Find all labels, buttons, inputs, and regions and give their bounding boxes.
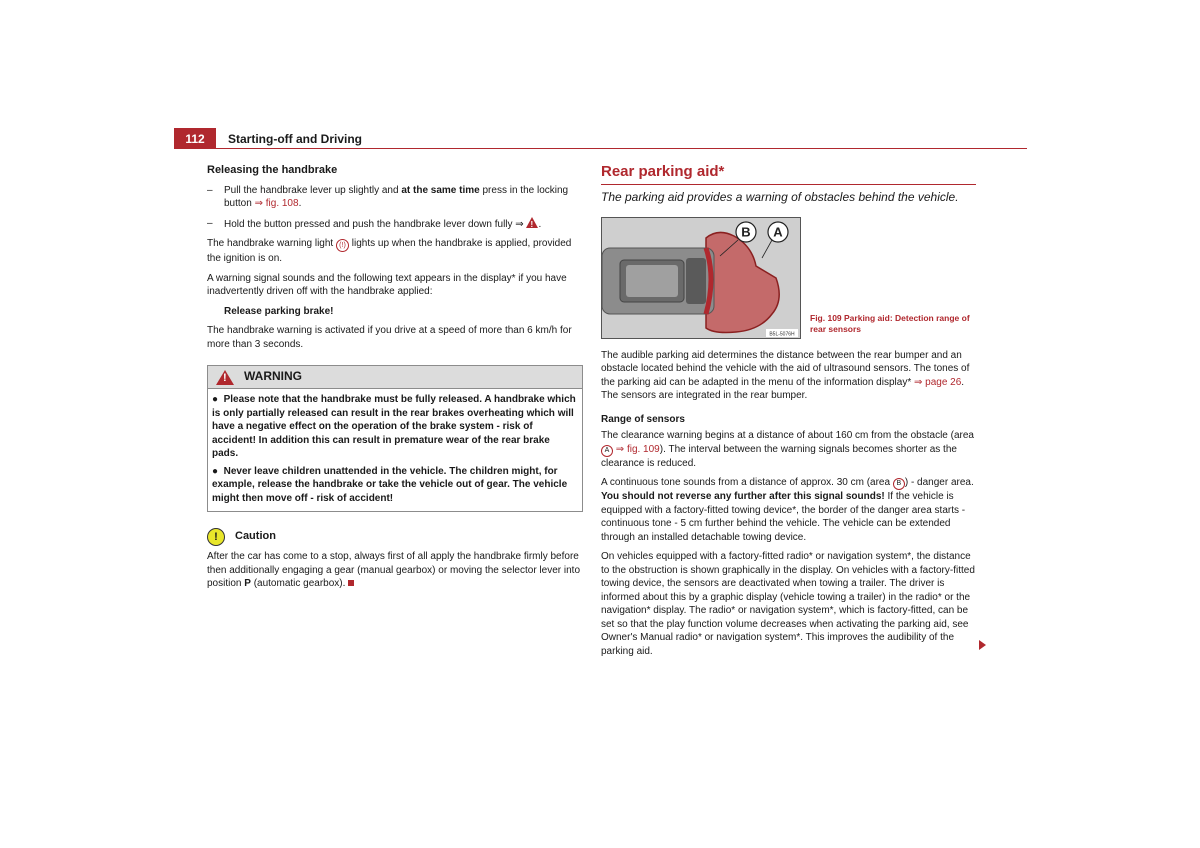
- warning-triangle-icon: [526, 217, 538, 228]
- para-radio-navigation: On vehicles equipped with a factory-fitted radio* or navigation system*, the distance to the obstruction is shown graphically in the display. On vehicles with a factory-fitted towing device, the sensors are deactivated when towing a trailer. The driver is informed about this by a graphic display (vehicle towing a trailer) in the radio* or the navigation* display. The radio* or navigation system*, which is factory-fitted, can be set so that the play function volume decreases when activating the parking aid, see Owner's Manual radio* or navigation system*. This improves the audibility of the parking aid.: [601, 551, 975, 657]
- area-a-label: A: [601, 445, 613, 457]
- section-title-parking-aid: Rear parking aid*: [601, 163, 725, 180]
- para-clearance: The clearance warning begins at a distance of about 160 cm from the obstacle (area A ⇒ fig. 109). The interval between the warning signals becomes shorter as the clearance is reduced.: [601, 430, 974, 469]
- parking-sensor-diagram: [601, 217, 801, 339]
- step-1: – Pull the handbrake lever up slightly and at the same time press in the locking button ⇒ fig. 108.: [207, 184, 569, 209]
- chapter-title: Starting-off and Driving: [228, 132, 362, 146]
- header-rule: [174, 148, 1027, 149]
- section-subtitle: The parking aid provides a warning of obstacles behind the vehicle.: [601, 190, 959, 204]
- step-2: – Hold the button pressed and push the handbrake lever down fully ⇒ ! .: [207, 217, 583, 232]
- para-audible-aid: The audible parking aid determines the distance between the rear bumper and an obstacle located behind the vehicle with the aid of ultrasound sensors. The tones of the parking aid can be adapted in the menu of the information display* ⇒ page 26. The sensors are integrated in the rear bumper.: [601, 349, 970, 401]
- para-warning-light: The handbrake warning light (!) lights up when the handbrake is applied, provided the ignition is on.: [207, 238, 572, 264]
- fig-108-link[interactable]: ⇒ fig. 108: [254, 198, 299, 209]
- para-warning-speed: The handbrake warning is activated if you drive at a speed of more than 6 km/h for more than 3 seconds.: [207, 325, 572, 350]
- section-heading-range: Range of sensors: [601, 413, 685, 425]
- display-text: Release parking brake!: [224, 305, 334, 317]
- caution-text: After the car has come to a stop, always first of all apply the handbrake firmly before then additionally engaging a gear (manual gearbox) or moving the selector lever into position P (automatic gearbox).: [207, 551, 581, 589]
- caution-header: [207, 528, 583, 546]
- warning-icon: [216, 370, 234, 385]
- fig-109-link[interactable]: ⇒ fig. 109: [615, 443, 660, 455]
- warning-title: WARNING: [244, 369, 302, 384]
- section-rule: [601, 184, 976, 185]
- area-b-label: B: [893, 478, 905, 490]
- page-26-link[interactable]: ⇒ page 26: [913, 376, 962, 388]
- warning-header: [208, 366, 582, 389]
- page-number: 112: [174, 128, 216, 149]
- car-top-view-illustration: [602, 218, 800, 338]
- para-warning-signal: A warning signal sounds and the following text appears in the display* if you have inadvertently driven off with the handbrake applied:: [207, 272, 567, 297]
- page-header: [174, 128, 1027, 150]
- warning-box: [207, 365, 583, 512]
- left-column: [207, 164, 583, 597]
- figure-code: B5L-5076H: [769, 331, 795, 337]
- section-heading-handbrake: Releasing the handbrake: [207, 164, 338, 176]
- figure-label-b: B: [741, 224, 751, 239]
- para-continuous-tone: A continuous tone sounds from a distance of approx. 30 cm (area B ) - danger area. You should not reverse any further after this signal sounds! If the vehicle is equipped with a factory-fitted towing device*, the border of the danger area starts - continuous tone - 5 cm further behind the vehicle. The vehicle can be extended through an installed detachable towing device.: [601, 477, 974, 543]
- figure-109: [601, 217, 976, 339]
- continue-arrow-icon: [979, 640, 986, 650]
- handbrake-light-icon: (!): [336, 239, 349, 252]
- warning-item-1: ● Please note that the handbrake must be fully released. A handbrake which is only partially released can result in the rear brakes overheating which will have a negative effect on the operation of the brake system - risk of accident! In addition this can result in premature wear of the rear brake pads.: [212, 394, 576, 459]
- end-marker-icon: [348, 580, 354, 586]
- figure-caption: Fig. 109 Parking aid: Detection range of rear sensors: [810, 312, 970, 334]
- caution-icon: !: [207, 528, 225, 546]
- warning-item-2: ● Never leave children unattended in the vehicle. The children might, for example, release the handbrake or take the vehicle out of gear. The vehicle might then move off - risk of accident!: [212, 465, 568, 504]
- caution-title: Caution: [235, 530, 276, 543]
- figure-label-a: A: [773, 224, 783, 239]
- right-column: [601, 162, 976, 664]
